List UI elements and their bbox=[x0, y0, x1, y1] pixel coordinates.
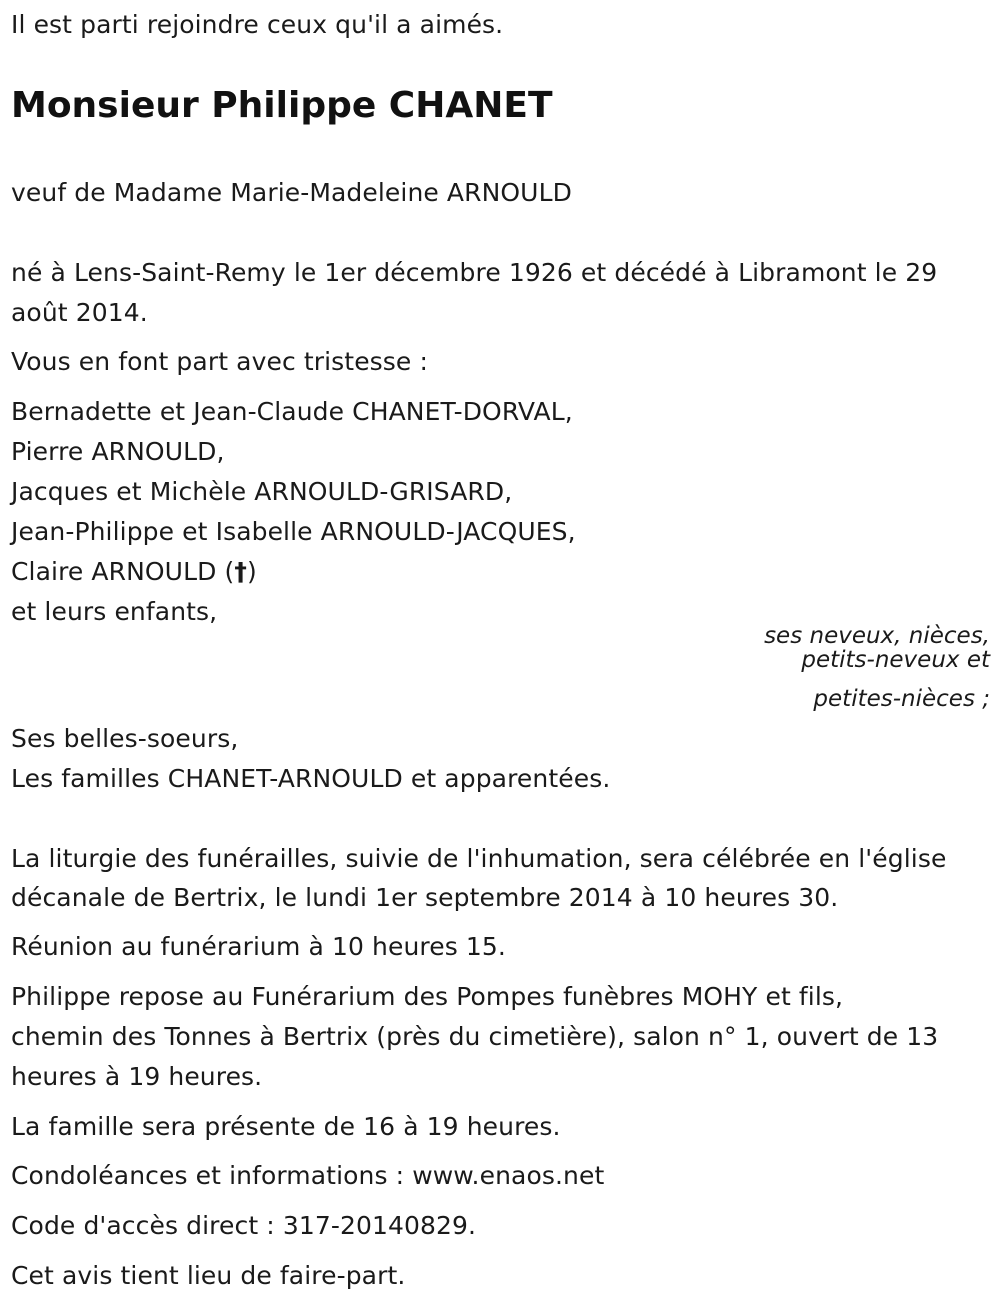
widower-text: veuf de Madame Marie-Madeleine ARNOULD bbox=[11, 178, 572, 207]
birth-death-line-1: né à Lens-Saint-Remy le 1er décembre 1926 et décédé à Libramont le 29 bbox=[11, 258, 938, 287]
liturgy-line-2: décanale de Bertrix, le lundi 1er septembre 2014 à 10 heures 30. bbox=[11, 883, 839, 912]
announcement-text: Vous en font part avec tristesse : bbox=[11, 347, 428, 376]
rest-line-2: chemin des Tonnes à Bertrix (près du cimetière), salon n° 1, ouvert de 13 bbox=[11, 1022, 939, 1051]
condolences-text: Condoléances et informations : www.enaos.net bbox=[11, 1161, 605, 1190]
family-line-4: Jean-Philippe et Isabelle ARNOULD-JACQUES, bbox=[11, 517, 576, 546]
relatives-line-2: petits-neveux et bbox=[801, 647, 990, 673]
deceased-name: Monsieur Philippe CHANET bbox=[11, 85, 553, 126]
relatives-line-1: ses neveux, nièces, bbox=[764, 623, 990, 649]
family-line-2: Pierre ARNOULD, bbox=[11, 437, 225, 466]
family-presence-text: La famille sera présente de 16 à 19 heures. bbox=[11, 1112, 561, 1141]
access-code-text: Code d'accès direct : 317-20140829. bbox=[11, 1211, 477, 1240]
cross-icon: † bbox=[234, 557, 247, 586]
birth-death-line-2: août 2014. bbox=[11, 298, 148, 327]
family-line-1: Bernadette et Jean-Claude CHANET-DORVAL, bbox=[11, 397, 573, 426]
family-line-5-prefix: Claire ARNOULD ( bbox=[11, 557, 235, 586]
rest-line-3: heures à 19 heures. bbox=[11, 1062, 263, 1091]
rest-line-1: Philippe repose au Funérarium des Pompes funèbres MOHY et fils, bbox=[11, 982, 844, 1011]
intro-text: Il est parti rejoindre ceux qu'il a aimés. bbox=[11, 10, 504, 39]
family-line-3: Jacques et Michèle ARNOULD-GRISARD, bbox=[11, 477, 513, 506]
family-line-6: et leurs enfants, bbox=[11, 597, 218, 626]
family-line-5-suffix: ) bbox=[246, 557, 257, 586]
in-laws-line-1: Ses belles-soeurs, bbox=[11, 724, 239, 753]
reunion-text: Réunion au funérarium à 10 heures 15. bbox=[11, 932, 506, 961]
family-line-5 bbox=[11, 552, 257, 592]
closing-text: Cet avis tient lieu de faire-part. bbox=[11, 1261, 406, 1290]
relatives-line-3: petites-nièces ; bbox=[813, 686, 990, 712]
in-laws-line-2: Les familles CHANET-ARNOULD et apparentées. bbox=[11, 764, 611, 793]
liturgy-line-1: La liturgie des funérailles, suivie de l'inhumation, sera célébrée en l'église bbox=[11, 844, 947, 873]
